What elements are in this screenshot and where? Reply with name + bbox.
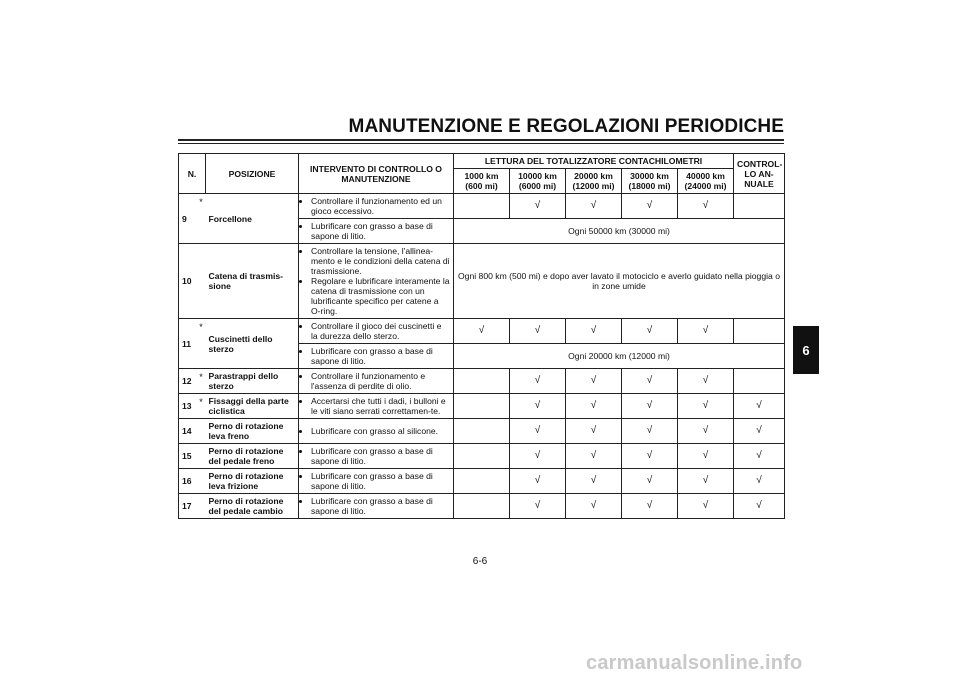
row-number: 17 bbox=[179, 494, 197, 519]
maintenance-table bbox=[178, 153, 785, 519]
check-cell: √ bbox=[566, 494, 622, 519]
watermark-text: carmanualsonline.info bbox=[586, 652, 803, 674]
check-cell bbox=[454, 194, 510, 219]
row-position: Parastrappi dello sterzo bbox=[206, 369, 299, 394]
col-header-40000km: 40000 km (24000 mi) bbox=[678, 169, 734, 194]
check-cell: √ bbox=[510, 369, 566, 394]
asterisk-mark: * bbox=[197, 369, 206, 394]
action-item: • Lubrificare con grasso al silicone. bbox=[311, 426, 450, 436]
action-item: • Lubrificare con grasso a base di sapone di litio. bbox=[311, 221, 450, 241]
check-cell: √ bbox=[734, 419, 785, 444]
check-cell: √ bbox=[622, 444, 678, 469]
section-tab: 6 bbox=[793, 326, 819, 374]
action-item: • Lubrificare con grasso a base di sapone di litio. bbox=[311, 471, 450, 491]
interval-text: Ogni 20000 km (12000 mi) bbox=[454, 344, 785, 369]
check-cell: √ bbox=[510, 319, 566, 344]
row-number: 9 bbox=[179, 194, 197, 244]
check-cell: √ bbox=[734, 494, 785, 519]
action-item: • Lubrificare con grasso a base di sapone di litio. bbox=[311, 446, 450, 466]
check-cell: √ bbox=[566, 444, 622, 469]
table-row bbox=[179, 444, 785, 469]
check-cell: √ bbox=[510, 194, 566, 219]
interval-text: Ogni 800 km (500 mi) e dopo aver lavato il motociclo e averlo guidato nella pioggia o in zone umide bbox=[454, 244, 785, 319]
check-cell: √ bbox=[566, 419, 622, 444]
table-row bbox=[179, 369, 785, 394]
page-number: 6-6 bbox=[472, 556, 488, 567]
col-header-1000km: 1000 km (600 mi) bbox=[454, 169, 510, 194]
row-position: Cuscinetti dello sterzo bbox=[206, 319, 299, 369]
action-item: • Lubrificare con grasso a base di sapone di litio. bbox=[311, 496, 450, 516]
check-cell bbox=[454, 369, 510, 394]
check-cell bbox=[454, 419, 510, 444]
row-position: Perno di rotazione del pedale freno bbox=[206, 444, 299, 469]
check-cell: √ bbox=[678, 394, 734, 419]
action-item: • Controllare il funzionamento e l'assenza di perdite di olio. bbox=[311, 371, 450, 391]
check-cell: √ bbox=[678, 369, 734, 394]
row-position: Perno di rotazione del pedale cambio bbox=[206, 494, 299, 519]
title-rule-thin bbox=[178, 143, 784, 144]
row-position: Perno di rotazione leva frizione bbox=[206, 469, 299, 494]
table-row bbox=[179, 319, 785, 344]
col-header-30000km: 30000 km (18000 mi) bbox=[622, 169, 678, 194]
col-header-n: N. bbox=[179, 154, 206, 194]
check-cell: √ bbox=[678, 469, 734, 494]
check-cell: √ bbox=[566, 319, 622, 344]
table-row bbox=[179, 419, 785, 444]
title-rule-thick bbox=[178, 139, 784, 141]
check-cell: √ bbox=[678, 319, 734, 344]
check-cell: √ bbox=[510, 494, 566, 519]
col-header-position: POSIZIONE bbox=[206, 154, 299, 194]
row-number: 16 bbox=[179, 469, 197, 494]
page-title: MANUTENZIONE E REGOLAZIONI PERIODICHE bbox=[348, 116, 784, 137]
col-header-10000km: 10000 km (6000 mi) bbox=[510, 169, 566, 194]
check-cell bbox=[454, 469, 510, 494]
check-cell: √ bbox=[454, 319, 510, 344]
check-cell: √ bbox=[678, 494, 734, 519]
interval-text: Ogni 50000 km (30000 mi) bbox=[454, 219, 785, 244]
table-row bbox=[179, 469, 785, 494]
action-item: • Controllare il gioco dei cuscinetti e la durezza dello sterzo. bbox=[311, 321, 450, 341]
check-cell: √ bbox=[510, 394, 566, 419]
check-cell: √ bbox=[622, 494, 678, 519]
row-number: 14 bbox=[179, 419, 197, 444]
check-cell: √ bbox=[510, 469, 566, 494]
check-cell: √ bbox=[622, 369, 678, 394]
row-position: Perno di rotazione leva freno bbox=[206, 419, 299, 444]
check-cell bbox=[454, 494, 510, 519]
check-cell: √ bbox=[622, 469, 678, 494]
row-number: 11 bbox=[179, 319, 197, 369]
row-number: 13 bbox=[179, 394, 197, 419]
table-row bbox=[179, 394, 785, 419]
row-position: Catena di trasmis-sione bbox=[206, 244, 299, 319]
table-row bbox=[179, 494, 785, 519]
check-cell: √ bbox=[622, 194, 678, 219]
action-item: • Controllare il funzionamento ed un gioco eccessivo. bbox=[311, 196, 450, 216]
check-cell: √ bbox=[622, 319, 678, 344]
check-cell: √ bbox=[622, 419, 678, 444]
check-cell: √ bbox=[678, 194, 734, 219]
check-cell: √ bbox=[510, 419, 566, 444]
check-cell: √ bbox=[734, 444, 785, 469]
asterisk-mark: * bbox=[197, 319, 206, 369]
col-header-action: INTERVENTO DI CONTROLLO O MANUTENZIONE bbox=[299, 154, 454, 194]
check-cell: √ bbox=[566, 194, 622, 219]
check-cell: √ bbox=[566, 369, 622, 394]
check-cell: √ bbox=[566, 394, 622, 419]
row-number: 10 bbox=[179, 244, 197, 319]
row-number: 15 bbox=[179, 444, 197, 469]
action-item: • Regolare e lubrificare interamente la catena di trasmissione con un lubrificante specifico per catene a O-ring. bbox=[311, 276, 450, 316]
row-position: Forcellone bbox=[206, 194, 299, 244]
table-row bbox=[179, 194, 785, 219]
asterisk-mark: * bbox=[197, 394, 206, 419]
col-header-20000km: 20000 km (12000 mi) bbox=[566, 169, 622, 194]
table-row bbox=[179, 244, 785, 319]
check-cell: √ bbox=[734, 394, 785, 419]
check-cell: √ bbox=[678, 419, 734, 444]
action-item: • Accertarsi che tutti i dadi, i bulloni e le viti siano serrati correttamen-te. bbox=[311, 396, 450, 416]
action-item: • Lubrificare con grasso a base di sapone di litio. bbox=[311, 346, 450, 366]
check-cell: √ bbox=[566, 469, 622, 494]
check-cell: √ bbox=[678, 444, 734, 469]
col-header-odometer: LETTURA DEL TOTALIZZATORE CONTACHILOMETRI bbox=[454, 154, 734, 169]
check-cell bbox=[734, 369, 785, 394]
check-cell: √ bbox=[510, 444, 566, 469]
check-cell: √ bbox=[734, 469, 785, 494]
row-number: 12 bbox=[179, 369, 197, 394]
col-header-annual: CONTROL-LO AN-NUALE bbox=[734, 154, 785, 194]
row-position: Fissaggi della parte ciclistica bbox=[206, 394, 299, 419]
check-cell: √ bbox=[622, 394, 678, 419]
check-cell bbox=[734, 319, 785, 344]
check-cell bbox=[454, 444, 510, 469]
asterisk-mark: * bbox=[197, 194, 206, 244]
check-cell bbox=[734, 194, 785, 219]
action-item: • Controllare la tensione, l'allinea-mento e le condizioni della catena di trasmissione. bbox=[311, 246, 450, 276]
check-cell bbox=[454, 394, 510, 419]
